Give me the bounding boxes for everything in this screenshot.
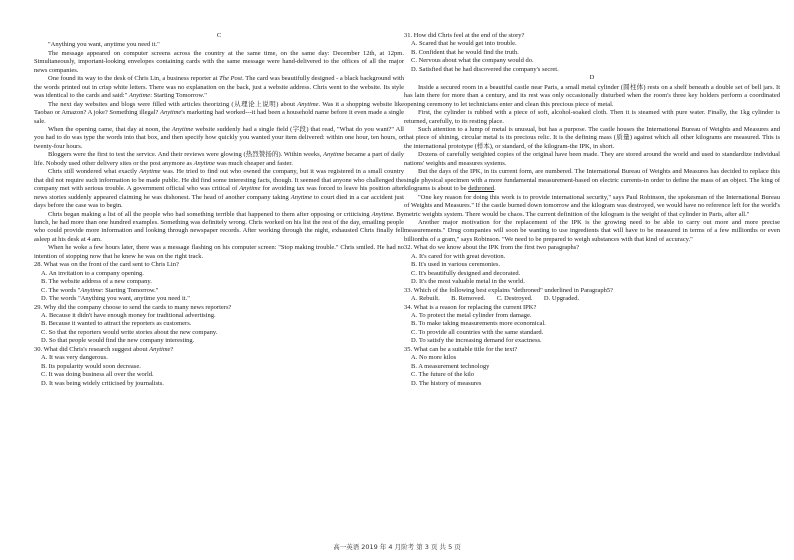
paragraph: Chris still wondered what exactly Anytime was. He tried to find out who owned the company, but it was registered in a small country that did not require such information to be made public. He did find some interesting facts, though. It seemed that anyone who challenged the company met with serious trouble. A government official who was critical of Anytime for avoiding tax was forced to leave his position after news stories suddenly appeared claiming he was dishonest. The head of another company taking Anytime to court died in a car accident just days before the case was to begin. xyxy=(34,168,404,210)
section-title-c: C xyxy=(216,32,222,39)
answer-option: A. No more kilos xyxy=(411,354,457,362)
right-column xyxy=(404,32,780,388)
question-28 xyxy=(34,261,404,303)
answer-option: C. So that the reporters would write stories about the new company. xyxy=(41,328,218,336)
answer-option: C. It was doing business all over the world. xyxy=(41,371,154,379)
question-33 xyxy=(404,287,780,304)
answer-option: D. Satisfied that he had discovered the company's secret. xyxy=(411,65,559,73)
answer-option: A. It was very dangerous. xyxy=(41,354,108,362)
answer-option: D. To satisfy the increasing demand for exactness. xyxy=(411,337,542,345)
passage-c xyxy=(34,41,404,261)
answer-option: B. Its popularity would soon decrease. xyxy=(41,362,141,370)
question-stem: 35. What can be a suitable title for the text? xyxy=(404,345,518,353)
paragraph: Bloggers were the first to test the service. And their reviews were glowing (热烈赞扬的). Within weeks, Anytime became a part of daily life. Nobody used other delivery sites or the post anymore as Anytime was much cheaper and faster. xyxy=(34,151,404,167)
question-stem: 29. Why did the company choose to send the cards to many news reporters? xyxy=(34,303,232,311)
paragraph: Chris began making a list of all the people who had something terrible that happened to them after opposing or criticising Anytime. By lunch, he had more than one hundred examples. Something was definitely wrong. Chris worked on his list the rest of the day, emailing people who could provide more information and looking through newspaper records. After working through the night, exhausted Chris finally fell asleep at his desk at 4 am. xyxy=(34,210,404,243)
answer-option: B. Because it wanted to attract the reporters as customers. xyxy=(41,320,192,328)
answer-option: B. Confident that he would find the truth. xyxy=(411,48,519,56)
paragraph: "One key reason for doing this work is to provide international security," says Paul Robinson, the spokesman of the International Bureau of Weights and Measures." If the castle burned down tomorrow and the kilogram was destroyed, we would have no reference left for the world's metric weights system. There would be chaos. The current definition of the kilogram is the weight of that cylinder in Paris, after all." xyxy=(404,193,780,218)
passage-d xyxy=(404,84,780,245)
paragraph: The next day websites and blogs were filled with articles theorizing (从理论上说明) about Anytime. Was it a shopping website like Taobao or Amazon? A joke? Something illegal? Anytime's marketing had worked---it had been a household name before it even made a single sale. xyxy=(34,100,404,125)
answer-option: A. Rebuilt. xyxy=(411,295,440,303)
answer-option: A. To protect the metal cylinder from damage. xyxy=(411,311,532,319)
question-stem: 32. What do we know about the IPK from the first two paragraphs? xyxy=(404,244,580,252)
answer-option: D. It was being widely criticised by journalists. xyxy=(41,379,164,387)
question-stem: 34. What is a reason for replacing the current IPK? xyxy=(404,303,537,311)
question-stem: 33. Which of the following best explains "dethroned" underlined in Paragraph5? xyxy=(404,286,613,294)
paragraph: Dozens of carefully weighted copies of the original have been made. They are stored around the world and used to standardize individual nations' weights and measures systems. xyxy=(404,151,780,167)
answer-option: C. To provide all countries with the same standard. xyxy=(411,328,544,336)
paragraph: "Anything you want, anytime you need it." xyxy=(48,41,160,49)
paragraph: When he woke a few hours later, there was a message flashing on his computer screen: "Stop making trouble." Chris smiled. He had no intention of stopping now that he knew he was on the right track. xyxy=(34,244,404,260)
paragraph: Another major motivation for the replacement of the IPK is the growing need to be able to carry out more and more precise measurements." Drug companies will soon be wanting to use ingredients that will have to be measured in terms of a few millionths or even billionths of a gram," says Robinson. "We need to be prepared to weigh substances with that kind of accuracy." xyxy=(404,218,780,243)
answer-option: A. It's cared for with great devotion. xyxy=(411,252,506,260)
answer-options-row xyxy=(411,295,780,303)
paragraph: Such attention to a lump of metal is unusual, but has a purpose. The castle houses the International Bureau of Weights and Measures and that piece of shining, circular metal is its precious relic. It is the defining mass (质量) against which all other kilograms are measured. This is the international prototype (样本), or standard, of the kilogram-the IPK, in short. xyxy=(404,125,780,150)
answer-option: B. The website address of a new company. xyxy=(41,278,152,286)
question-30 xyxy=(34,346,404,388)
paragraph: When the opening came, that day at noon, the Anytime website suddenly had a single field (字段) that read, "What do you want?" All you had to do was type the words into that box, and then specify how quickly you wanted your item delivered: within one hour, ten hours, or twenty-four hours. xyxy=(34,125,404,150)
paragraph: One found its way to the desk of Chris Lin, a business reporter at The Post. The card was beautifully designed - a black background with the words printed out in crisp white letters. There was no explanation on the back, just a website address. Chris went to the website. Its style was identical to the cards and said:" Anytime: Starting Tomorrow." xyxy=(34,75,405,100)
question-35 xyxy=(404,346,780,388)
left-column xyxy=(34,32,404,388)
question-stem: 30. What did Chris's research suggest about Anytime? xyxy=(34,345,174,353)
answer-option: A. Because it didn't have enough money for traditional advertising. xyxy=(41,311,216,319)
question-32 xyxy=(404,244,780,286)
answer-option: B. Removed. xyxy=(451,295,486,303)
question-stem: 31. How did Chris feel at the end of the story? xyxy=(404,32,525,39)
answer-option: B. A measurement technology xyxy=(411,362,490,370)
answer-option: D. It's the most valuable metal in the world. xyxy=(411,278,525,286)
paragraph: The message appeared on computer screens across the country at the same time, on the same day: December 12th, at 12pm. Simultaneously, important-looking envelopes containing cards with the same message were hand-delivered to the offices of all the major news companies. xyxy=(34,49,404,74)
answer-option: C. Nervous about what the company would do. xyxy=(411,57,534,65)
answer-option: C. The future of the kilo xyxy=(411,371,475,379)
answer-option: D. The words "Anything you want, anytime you need it." xyxy=(41,295,190,303)
answer-option: C. Destroyed. xyxy=(496,295,533,303)
question-29 xyxy=(34,304,404,346)
answer-option: A. An invitation to a company opening. xyxy=(41,269,144,277)
answer-option: A. Scared that he would get into trouble. xyxy=(411,40,517,48)
paragraph: But the days of the IPK, in its current form, are numbered. The International Bureau of Weights and Measures has decided to replace this single physical specimen with a more fundamental measurement-based on electric currents-in order to define the mass of an object. The king of kilograms is about to be dethroned. xyxy=(404,168,780,193)
paragraph: First, the cylinder is rubbed with a piece of soft, alcohol-soaked cloth. Then it is steamed with pure water. Finally, the 1kg cylinder is returned, carefully, to its resting place. xyxy=(404,109,780,125)
answer-option: B. It's used in various ceremonies. xyxy=(411,261,501,269)
answer-option: B. To make taking measurements more economical. xyxy=(411,320,546,328)
question-34 xyxy=(404,304,780,346)
answer-option: D. So that people would find the new company interesting. xyxy=(41,337,195,345)
section-title-d: D xyxy=(589,74,595,82)
answer-option: D. Upgraded. xyxy=(543,295,580,303)
answer-option: D. The history of measures xyxy=(411,379,482,387)
answer-option: C. The words "Anytime: Starting Tomorrow." xyxy=(41,286,159,294)
question-stem: 28. What was on the front of the card sent to Chris Lin? xyxy=(34,261,179,269)
page-footer: 高一英语 2019 年 4 月阶考 第 3 页 共 5 页 xyxy=(333,543,461,551)
paragraph: Inside a secured room in a beautiful castle near Paris, a small metal cylinder (圆柱体) rests on a shelf beneath a double set of bell jars. It has lain there for more than a century, and its rest was only occasionally disturbed when the room's three key holders perform a coordinated opening ceremony to let technicians enter and clean this precious piece of metal. xyxy=(404,83,780,108)
answer-option: C. It's beautifully designed and decorated. xyxy=(411,269,521,277)
question-31 xyxy=(404,32,780,74)
